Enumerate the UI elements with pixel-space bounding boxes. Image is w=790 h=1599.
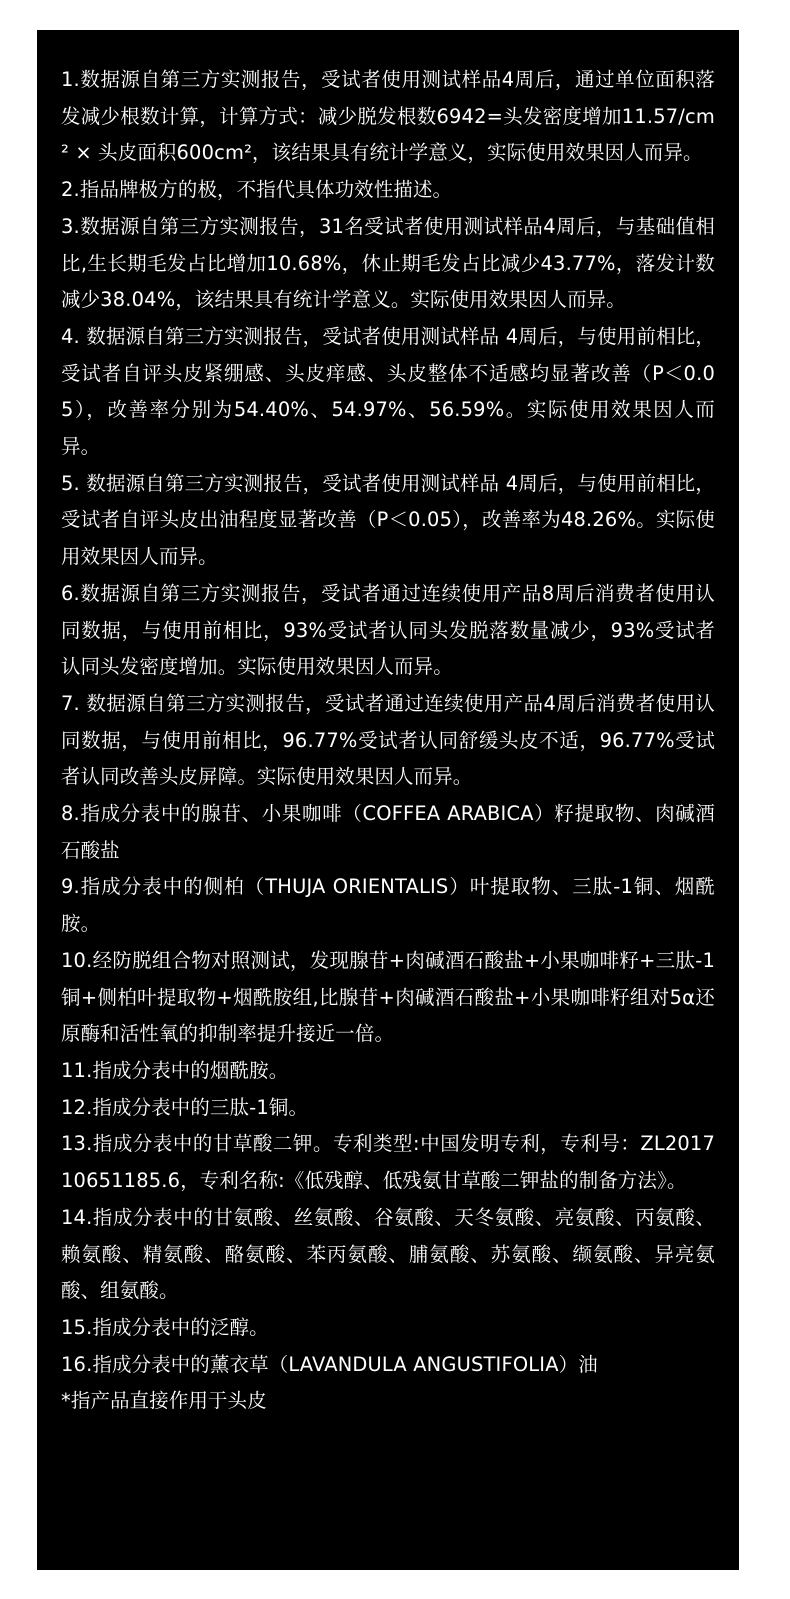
footnote-7: 7. 数据源自第三方实测报告，受试者通过连续使用产品4周后消费者使用认同数据，与使用前相比，96.77%受试者认同舒缓头皮不适，96.77%受试者认同改善头皮屏障。实际使用效果因人而异。	[61, 691, 715, 789]
footnote-16: 16.指成分表中的薰衣草（LAVANDULA ANGUSTIFOLIA）油	[61, 1352, 598, 1376]
footnotes-panel	[37, 30, 739, 1570]
footnote-asterisk: *指产品直接作用于头皮	[61, 1389, 267, 1413]
footnote-8: 8.指成分表中的腺苷、小果咖啡（COFFEA ARABICA）籽提取物、肉碱酒石酸盐	[61, 802, 715, 862]
footnote-3: 3.数据源自第三方实测报告，31名受试者使用测试样品4周后，与基础值相比,生长期毛发占比增加10.68%，休止期毛发占比减少43.77%，落发计数减少38.04%，该结果具有统计学意义。实际使用效果因人而异。	[61, 214, 715, 312]
footnote-4: 4. 数据源自第三方实测报告，受试者使用测试样品 4周后，与使用前相比，受试者自评头皮紧绷感、头皮痒感、头皮整体不适感均显著改善（P＜0.05），改善率分别为54.40%、54.97%、56.59%。实际使用效果因人而异。	[61, 324, 715, 459]
footnotes-list	[61, 62, 715, 1420]
footnote-9: 9.指成分表中的侧柏（THUJA ORIENTALIS）叶提取物、三肽-1铜、烟酰胺。	[61, 875, 715, 936]
footnote-10: 10.经防脱组合物对照测试，发现腺苷+肉碱酒石酸盐+小果咖啡籽+三肽-1铜+侧柏叶提取物+烟酰胺组,比腺苷+肉碱酒石酸盐+小果咖啡籽组对5α还原酶和活性氧的抑制率提升接近一倍。	[61, 948, 715, 1046]
footnote-11: 11.指成分表中的烟酰胺。	[61, 1058, 289, 1082]
footnote-5: 5. 数据源自第三方实测报告，受试者使用测试样品 4周后，与使用前相比，受试者自评头皮出油程度显著改善（P＜0.05），改善率为48.26%。实际使用效果因人而异。	[61, 471, 715, 569]
footnote-2: 2.指品牌极方的极，不指代具体功效性描述。	[61, 178, 453, 202]
footnote-6: 6.数据源自第三方实测报告，受试者通过连续使用产品8周后消费者使用认同数据，与使用前相比，93%受试者认同头发脱落数量减少，93%受试者认同头发密度增加。实际使用效果因人而异。	[61, 581, 715, 679]
footnote-15: 15.指成分表中的泛醇。	[61, 1315, 269, 1339]
footnote-13: 13.指成分表中的甘草酸二钾。专利类型:中国发明专利，专利号：ZL201710651185.6，专利名称:《低残醇、低残氨甘草酸二钾盐的制备方法》。	[61, 1132, 715, 1193]
footnote-1: 1.数据源自第三方实测报告，受试者使用测试样品4周后，通过单位面积落发减少根数计算，计算方式：减少脱发根数6942=头发密度增加11.57/cm² × 头皮面积600cm²，该结果具有统计学意义，实际使用效果因人而异。	[61, 68, 715, 165]
footnote-14: 14.指成分表中的甘氨酸、丝氨酸、谷氨酸、天冬氨酸、亮氨酸、丙氨酸、赖氨酸、精氨酸、酪氨酸、苯丙氨酸、脯氨酸、苏氨酸、缬氨酸、异亮氨酸、组氨酸。	[61, 1205, 715, 1303]
footnote-12: 12.指成分表中的三肽-1铜。	[61, 1095, 309, 1119]
